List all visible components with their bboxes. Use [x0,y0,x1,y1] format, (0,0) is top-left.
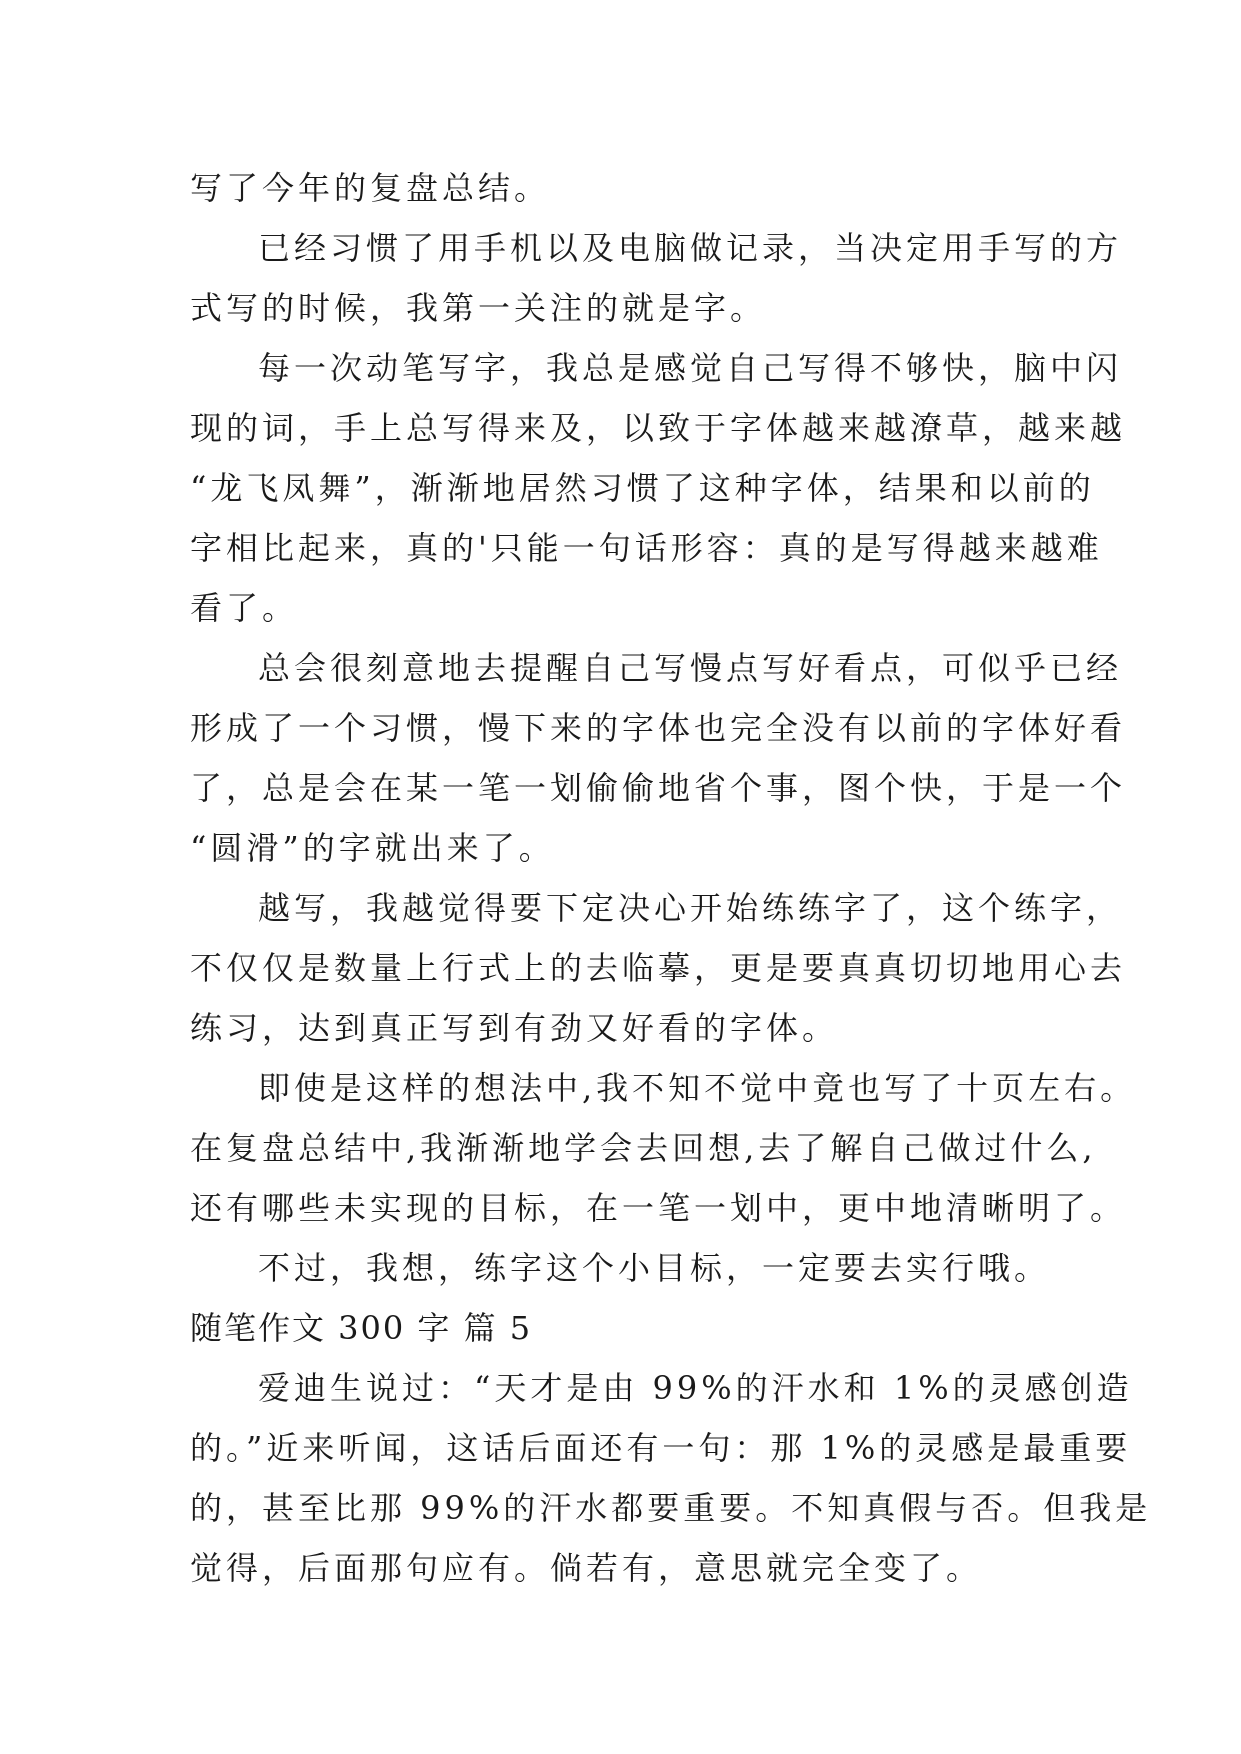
paragraph-line: 形成了一个习惯，慢下来的字体也完全没有以前的字体好看 [190,709,1127,747]
paragraph-line: “圆滑”的字就出来了。 [190,829,555,867]
paragraph-line: 写了今年的复盘总结。 [190,169,551,207]
paragraph-line: 总会很刻意地去提醒自己写慢点写好看点，可似乎已经 [258,649,1123,687]
paragraph-line: 每一次动笔写字，我总是感觉自己写得不够快，脑中闪 [258,349,1123,387]
paragraph-line: 在复盘总结中,我渐渐地学会去回想,去了解自己做过什么, [190,1129,1097,1167]
paragraph-line: 觉得，后面那句应有。倘若有，意思就完全变了。 [190,1549,983,1587]
paragraph-line: 了，总是会在某一笔一划偷偷地省个事，图个快，于是一个 [190,769,1127,807]
paragraph-line: 的，甚至比那 99%的汗水都要重要。不知真假与否。但我是 [190,1489,1152,1527]
paragraph-line: 的。”近来听闻，这话后面还有一句：那 1%的灵感是最重要 [190,1429,1132,1467]
paragraph-line: 已经习惯了用手机以及电脑做记录，当决定用手写的方 [258,229,1123,267]
paragraph-line: 不过，我想，练字这个小目标，一定要去实行哦。 [258,1249,1051,1287]
paragraph-line: 爱迪生说过：“天才是由 99%的汗水和 1%的灵感创造 [258,1369,1133,1407]
paragraph-line: 即使是这样的想法中,我不知不觉中竟也写了十页左右。 [258,1069,1137,1107]
paragraph-line: 还有哪些未实现的目标，在一笔一划中，更中地清晰明了。 [190,1189,1127,1227]
paragraph-line: 练习，达到真正写到有劲又好看的字体。 [190,1009,839,1047]
section-heading: 随笔作文 300 字 篇 5 [190,1309,533,1347]
paragraph-line: 现的词，手上总写得来及，以致于字体越来越潦草，越来越 [190,409,1127,447]
paragraph-line: 字相比起来，真的'只能一句话形容：真的是写得越来越难 [190,529,1103,567]
paragraph-line: 看了。 [190,589,299,627]
document-body [190,158,1152,1598]
paragraph-line: 越写，我越觉得要下定决心开始练练字了，这个练字， [258,889,1123,927]
paragraph-line: 式写的时候，我第一关注的就是字。 [190,289,767,327]
paragraph-line: “龙飞凤舞”，渐渐地居然习惯了这种字体，结果和以前的 [190,469,1095,507]
paragraph-line: 不仅仅是数量上行式上的去临摹，更是要真真切切地用心去 [190,949,1127,987]
